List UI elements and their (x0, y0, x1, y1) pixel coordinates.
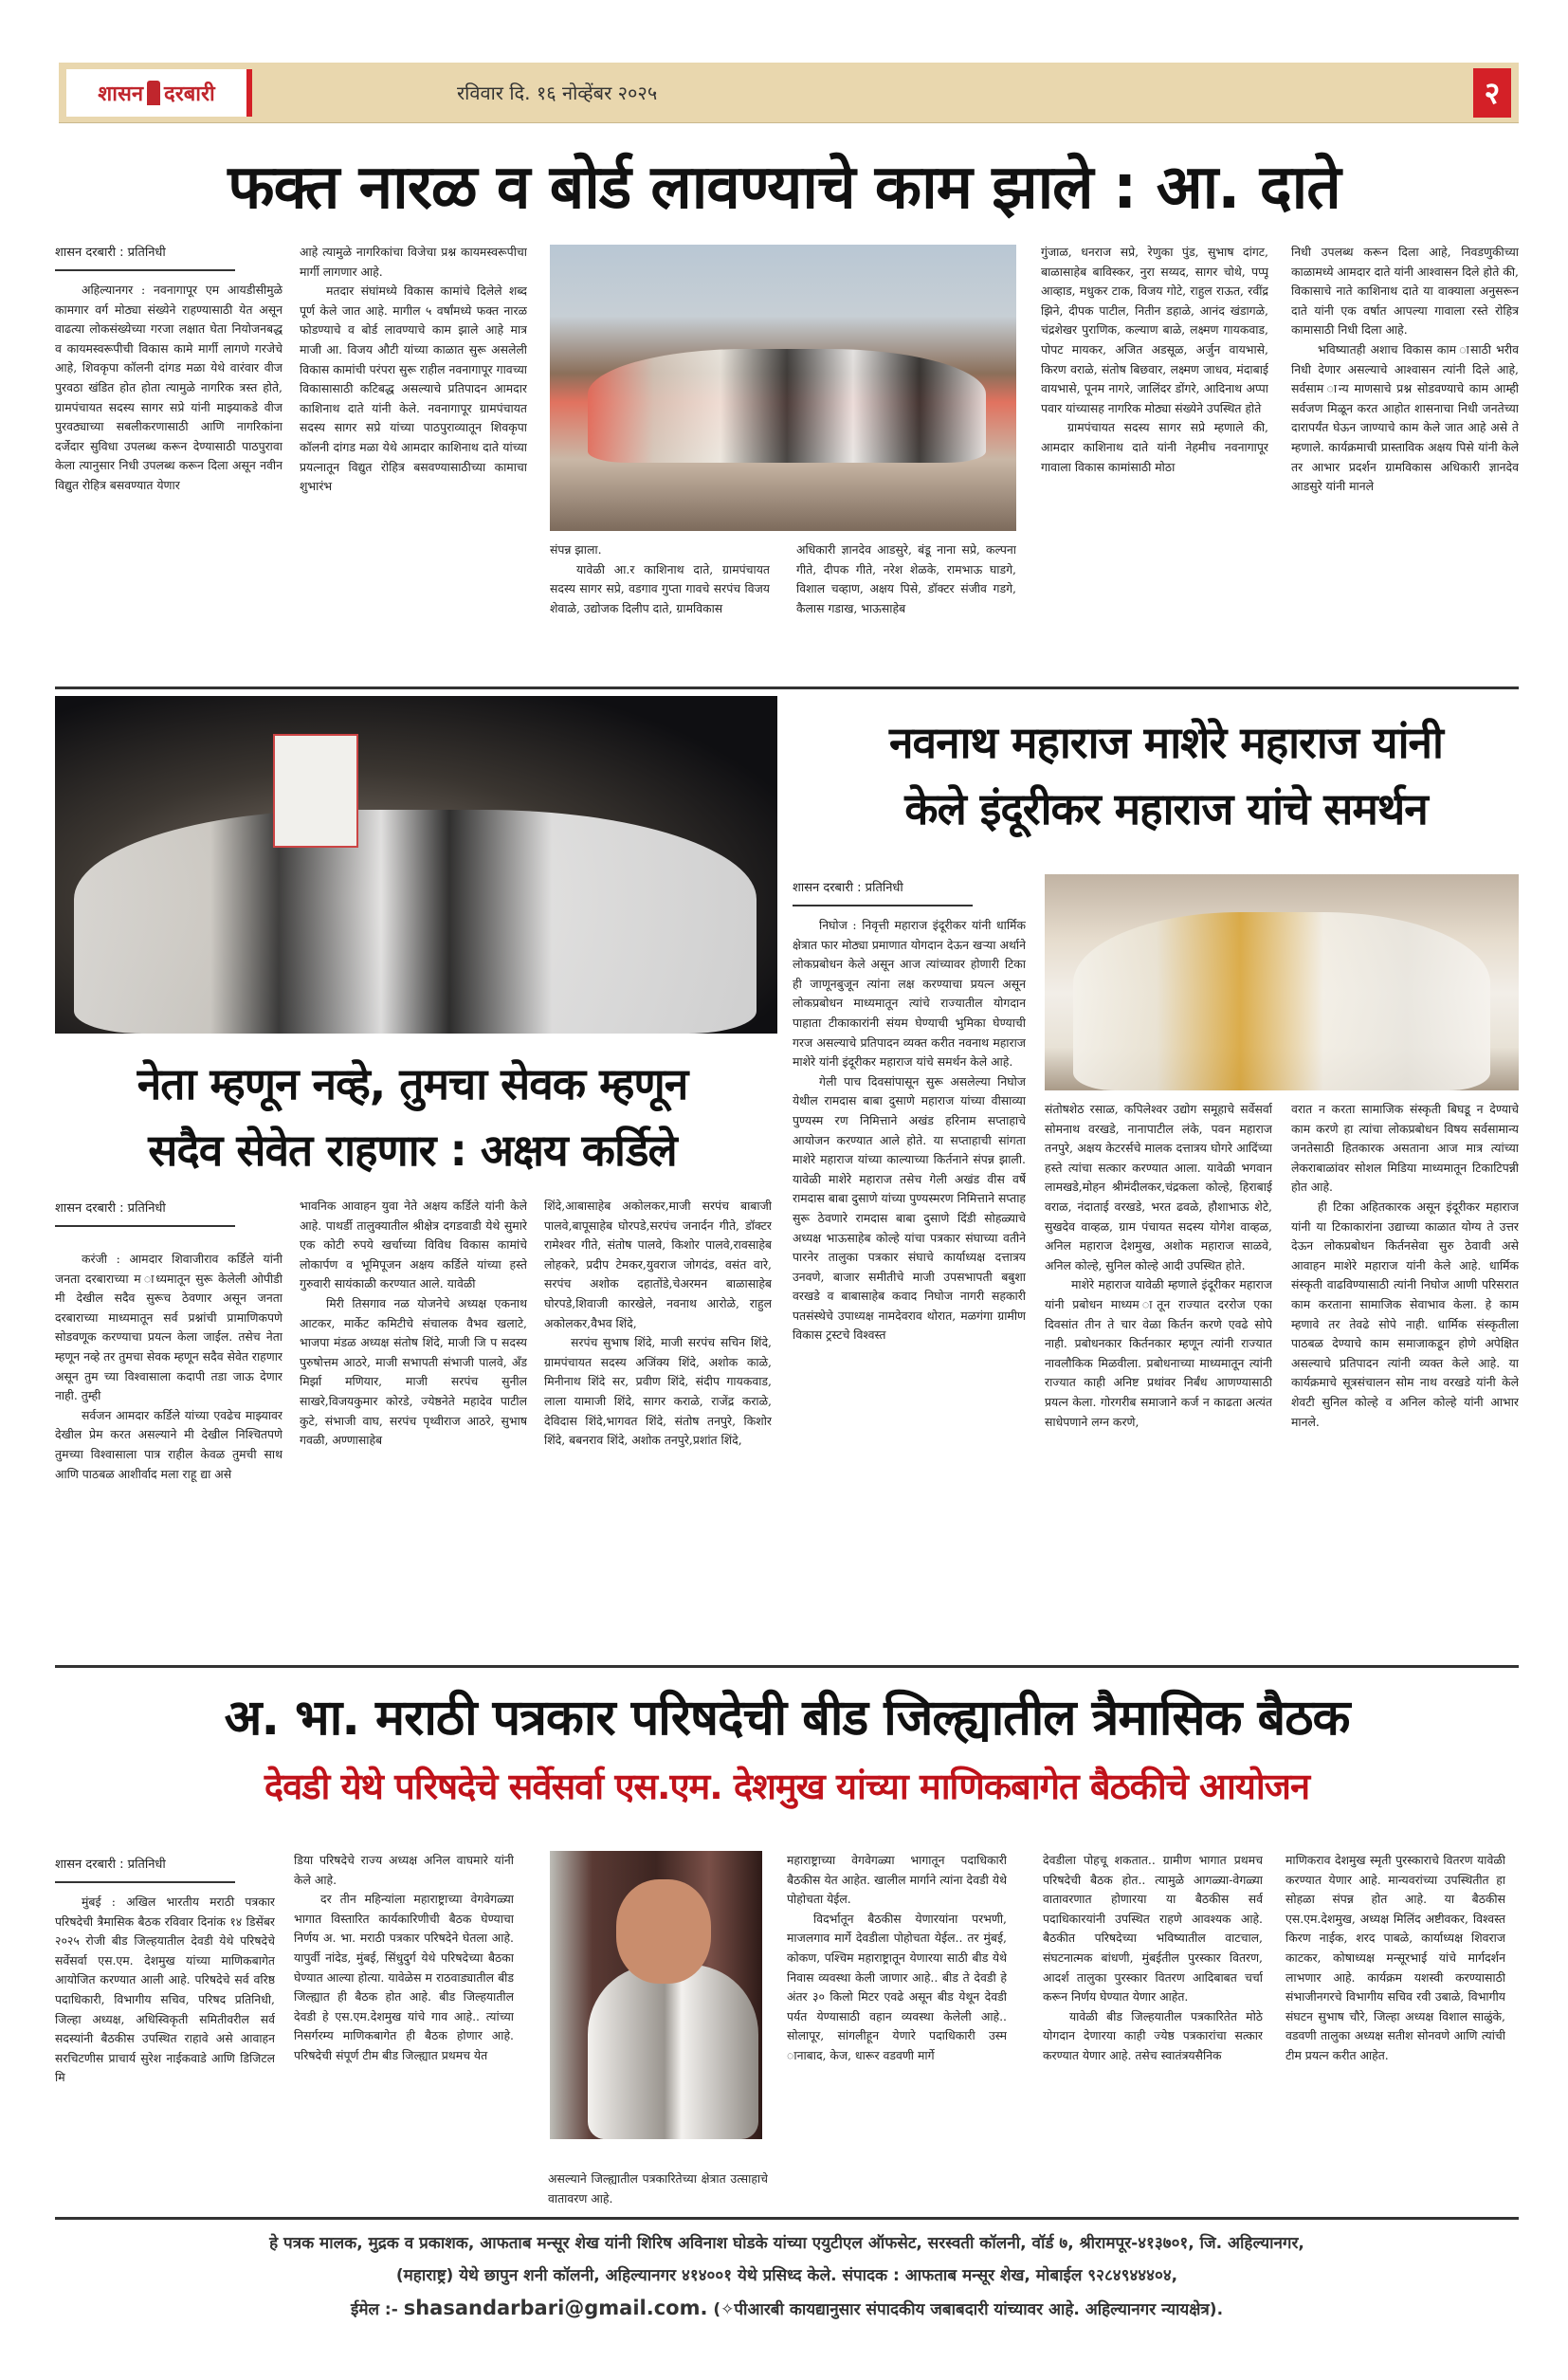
article2-col3 (1291, 1100, 1519, 1635)
article1-col1 (55, 281, 283, 679)
article2-headline-line2: केले इंदूरीकर महाराज यांचे समर्थन (904, 783, 1428, 834)
jurisdiction-note: (✧पीआरबी कायद्यानुसार संपादकीय जबाबदारी यांच्यावर आहे. अहिल्यानगर न्यायक्षेत्र). (713, 2300, 1224, 2319)
paragraph: यावेळी आ.र काशिनाथ दाते, ग्रामपंचायत सदस्य सागर सप्रे, वडगाव गुप्ता गावचे सरपंच विजय शेवाळे, उद्योजक दिलीप दाते, ग्रामविकास (550, 561, 770, 615)
article1-col2 (300, 243, 527, 679)
divider (55, 2217, 1519, 2220)
paragraph: करंजी : आमदार शिवाजीराव कर्डिले यांनी जनता दरबाराच्या म ाध्यमातून सुरू केलेली ओपीडी मी देखील सदैव सुरूच ठेवणार असून जनता दरबाराच्या माध्यमातून सर्व प्रश्नांची प्रामाणिकपणे सोडवणूक करण्याचा प्रयत्न केला जाईल. तसेच नेता म्हणून नव्हे तर तुमचा सेवक म्हणून सदैव सेवेत राहणार असून तुम च्या विश्वासाला कदापी तडा जाऊ देणार नाही. तुम्ही (55, 1252, 283, 1403)
paragraph: गेली पाच दिवसांपासून सुरू असलेल्या निघोज येथील रामदास बाबा दुसाणे महाराज यांच्या वीसाव्या पुण्यस्म रण निमित्ताने अखंड हरिनाम सप्ताहाचे आयोजन करण्यात आले होते. या सप्ताहाची सांगता माशेरे महाराज यांच्या काल्याच्या किर्तनाने संपन्न झाली. यावेळी माशेरे महाराज तसेच गेली अखंड वीस वर्षे रामदास बाबा दुसाणे यांच्या पुण्यस्मरण निमित्ताने सप्ताह सुरू ठेवणारे रामदास बाबा दुसाणे दिंडी सोहळ्याचे अध्यक्ष भाऊसाहेब कोल्हे यांचा पत्रकार संघाच्या वतीने पारनेर तालुका पत्रकार संघाचे कार्याध्यक्ष दत्तात्रय उनवणे, बाजार समीतीचे माजी उपसभापती बबुशा वरखडे व बाबासाहेब कवाद निघोज नागरी सहकारी पतसंस्थेचे उपाध्यक्ष नामदेवराव थोरात, मळगंगा ग्रामीण विकास ट्रस्टचे विश्वस्त (793, 1073, 1026, 1343)
divider (55, 1665, 1519, 1668)
divider (55, 687, 1519, 689)
paragraph: मुंबई : अखिल भारतीय मराठी पत्रकार परिषदेची त्रैमासिक बैठक रविवार दिनांक १४ डिसेंबर २०२५ रोजी बीड जिल्हयातील देवडी येथे परिषदेचे सर्वेसर्वा एस.एम. देशमुख यांच्या माणिकबागेत आयोजित करण्यात आली आहे. परिषदेचे सर्व वरिष्ठ पदाधिकारी, विभागीय सचिव, परिषद प्रतिनिधी, जिल्हा अध्यक्ष, अधिस्विकृती समितीवरील सर्व सदस्यांनी बैठकीस उपस्थित राहावे असे आवाहन सरचिटणीस प्राचार्य सुरेश नाईकवाडे आणि डिजिटल मि (55, 1895, 275, 2085)
throne-icon (147, 81, 160, 105)
article4-col1 (55, 1893, 275, 2209)
article3-headline-line1: नेता म्हणून नव्हे, तुमचा सेवक म्हणून (137, 1058, 688, 1109)
logo-text-right: दरबारी (164, 82, 215, 106)
paragraph: देवडीला पोहचू शकतात.. ग्रामीण भागात प्रथमच परिषदेची बैठक होत.. त्यामुळे आगळ्या-वेगळ्या वातावरणात होणारया या बैठकीस सर्व पदाधिकारयांनी उपस्थित राहणे आवश्यक आहे. बैठकीत परिषदेच्या भविष्यातील वाटचाल, संघटनात्मक बांधणी, मुंबईतील पुरस्कार वितरण, आदर्श तालुका पुरस्कार वितरण आदिबाबत चर्चा करून निर्णय घेण्यात येणार आहेत. (1043, 1853, 1263, 2005)
article1-headline: फक्त नारळ व बोर्ड लावण्याचे काम झाले : आ. दाते (228, 153, 1340, 223)
article4-photo-speaker (550, 1851, 762, 2139)
article4-photo-caption (548, 2169, 768, 2211)
article4-col2 (294, 1851, 514, 2209)
article1-col6 (1291, 243, 1519, 681)
article3-photo (55, 696, 777, 1034)
paragraph: शिंदे,आबासाहेब अकोलकर,माजी सरपंच बाबाजी पालवे,बापूसाहेब घोरपडे,सरपंच जनार्दन गीते, डॉक्टर रामेश्वर गीते, संतोष पालवे, किशोर पालवे,रावसाहेब लोहकरे, प्रदीप टेमकर,युवराज जोगदंड, वसंत वारे, सरपंच अशोक दहातोंडे,चेअरमन बाळासाहेब घोरपडे,शिवाजी कारखेले, नवनाथ आरोळे, राहुल अकोलकर,वैभव शिंदे, (544, 1199, 772, 1330)
issue-date: रविवार दि. १६ नोव्हेंबर २०२५ (457, 82, 658, 104)
paragraph: ग्रामपंचायत सदस्य सागर सप्रे म्हणाले की, आमदार काशिनाथ दाते यांनी नेहमीच नवनागापूर गावाला विकास कामांसाठी मोठा (1041, 420, 1268, 474)
article3-col2 (300, 1197, 527, 1657)
paragraph: ही टिका अहितकारक असून इंदूरीकर महाराज यांनी या टिकाकारांना उद्याच्या काळात योग्य ते उत्तर देऊन लोकप्रबोधन किर्तनसेवा सुरु ठेवावी असे आवाहन माशेरे महाराज यांनी केले आहे. धार्मिक संस्कृती वाढविण्यासाठी त्यांनी निघोज आणी परिसरात काम करताना सामाजिक सेवाभाव केला. हे काम म्हणावे तर तेवढे सोपे नाही. धार्मिक संस्कृतीला पाठबळ देण्याचे काम समाजाकडून होणे अपेक्षित असल्याचे प्रतिपादन त्यांनी व्यक्त केले आहे. या कार्यक्रमाचे सूत्रसंचालन सोम नाथ वरखडे यांनी केले शेवटी सुनिल कोल्हे व अनिल कोल्हे यांनी आभार मानले. (1291, 1199, 1519, 1429)
paragraph: निघोज : निवृत्ती महाराज इंदूरीकर यांनी धार्मिक क्षेत्रात फार मोठ्या प्रमाणात योगदान देऊन खऱ्या अर्थाने लोकप्रबोधन केले असून आज त्यांच्यावर होणारी टिका ही जाणूनबुजून त्यांना लक्ष करण्याचा प्रयत्न असून लोकप्रबोधन माध्यमातून त्यांचे राज्यातील योगदान पाहाता टीकाकारांनी संयम घेण्याची भुमिका घेण्याची गरज असल्याचे प्रतिपादन व्यक्त करीत नवनाथ महाराज माशेरे यांनी इंदूरीकर महाराज यांचे समर्थन केले आहे. (793, 918, 1026, 1070)
paragraph: माशेरे महाराज यावेळी म्हणाले इंदूरीकर महाराज यांनी प्रबोधन माध्यम ातून राज्यात दररोज एका दिवसांत तीन ते चार वेळा किर्तन करणे एवढे सोपे नाही. प्रबोधनकार किर्तनकार म्हणून त्यांनी राज्यात नावलौकिक मिळवीला. प्रबोधनाच्या माध्यमातून त्यांनी राज्यात काही अनिष्ट प्रथांवर निर्बंध आणण्यासाठी प्रयत्न केला. गोरगरीब समाजाने कर्ज न काढता अत्यंत साधेपणाने लग्न करणे, (1045, 1277, 1272, 1429)
article1-col3 (550, 540, 770, 683)
article2-photo (1045, 874, 1519, 1090)
masthead (59, 63, 1519, 123)
paragraph: डिया परिषदेचे राज्य अध्यक्ष अनिल वाघमारे यांनी केले आहे. (294, 1853, 514, 1887)
article3-headline-line2: सदैव सेवेत राहणार : अक्षय कर्डिले (148, 1125, 677, 1176)
paragraph: अधिकारी ज्ञानदेव आडसुरे, बंडू नाना सप्रे, कल्पना गीते, दीपक गीते, नरेश शेळके, रामभाऊ घाडगे, विशाल चव्हाण, अक्षय पिसे, डॉक्टर संजीव गडगे, कैलास गडाख, भाऊसाहेब (796, 542, 1016, 615)
paragraph: अहिल्यानगर : नवनागापूर एम आयडीसीमुळे कामगार वर्ग मोठ्या संख्येने राहण्यासाठी येत असून वाढत्या लोकसंख्येच्या गरजा लक्षात घेता नियोजनबद्ध व कायमस्वरूपीची विकास कामे मार्गी लागणे गरजेचे आहे, शिवकृपा कॉलनी दांगड मळा येथे वारंवार वीज पुरवठा खंडित होत होता त्यामुळे नागरिक त्रस्त होते, ग्रामपंचायत सदस्य सागर सप्रे यांनी माझ्याकडे वीज पुरवठ्याच्या सबलीकरणासाठी आणि नागरिकांना दर्जेदार सुविधा उपलब्ध करून देण्यासाठी पाठपुरावा केला त्यानुसार निधी उपलब्ध करून दिला असून नवीन विद्युत रोहित्र बसवण्यात येणार (55, 283, 283, 492)
paragraph: निधी उपलब्ध करून दिला आहे, निवडणुकीच्या काळामध्ये आमदार दाते यांनी आश्वासन दिले होते की, विकासाचे नाते काशिनाथ दाते या वाक्याला अनुसरून दाते यांनी एक वर्षात आपल्या गावाला रस्ते रोहित्र कामासाठी निधी दिला आहे. (1291, 245, 1519, 338)
article2-byline: शासन दरबारी : प्रतिनिधी (793, 878, 973, 906)
paragraph: मतदार संघांमध्ये विकास कामांचे दिलेले शब्द पूर्ण केले जात आहे. मागील ५ वर्षांमध्ये फक्त नारळ फोडण्याचे व बोर्ड लावण्याचे काम झाले आहे मात्र माजी आ. विजय औटी यांच्या काळात सुरू असलेली विकास कामांची परंपरा सुरू राहील नवनागापूर गावच्या विकासासाठी कटिबद्ध असल्याचे प्रतिपादन आमदार काशिनाथ दाते यांनी केले. नवनागापूर ग्रामपंचायत सदस्य सागर सप्रे यांच्या पाठपुराव्यातून शिवकृपा कॉलनी दांगड मळा येथे आमदार काशिनाथ दाते यांच्या प्रयत्नातून विद्युत रोहित्र बसवण्यासाठीच्या कामाचा शुभारंभ (300, 284, 527, 494)
article4-col3 (787, 1851, 1007, 2209)
article4-col4 (1043, 1851, 1263, 2209)
paragraph: वरात न करता सामाजिक संस्कृती बिघडू न देण्याचे काम करणे हा त्यांचा लोकप्रबोधन विषय सर्वसामान्य जनतेसाठी हितकारक असताना आज मात्र त्यांच्या लेकराबाळांवर सोशल मिडिया माध्यमातून टिकाटिपन्नी होत आहे. (1291, 1102, 1519, 1195)
article1-byline: शासन दरबारी : प्रतिनिधी (55, 243, 235, 271)
article2-col1 (793, 916, 1026, 1635)
paragraph: मिरी तिसगाव नळ योजनेचे अध्यक्ष एकनाथ आटकर, मार्केट कमिटीचे संचालक वैभव खलाटे, भाजपा मंडळ अध्यक्ष संतोष शिंदे, माजी जि प सदस्य पुरुषोत्तम आठरे, माजी सभापती संभाजी पालवे, अँड मिर्झा मणियार, माजी सरपंच सुनील साखरे,विजयकुमार कोरडे, ज्येष्ठनेते महादेव पाटील कुटे, संभाजी वाघ, सरपंच पृथ्वीराज आठरे, सुभाष गवळी, अण्णासाहेब (300, 1295, 527, 1448)
article2-col2 (1045, 1100, 1272, 1635)
article4-byline: शासन दरबारी : प्रतिनिधी (55, 1855, 235, 1883)
article1-col4 (796, 540, 1016, 683)
article4-col5 (1285, 1851, 1505, 2209)
paragraph: संपन्न झाला. (550, 542, 602, 557)
paragraph: आहे त्यामुळे नागरिकांचा विजेचा प्रश्न कायमस्वरूपीचा मार्गी लागणार आहे. (300, 245, 527, 279)
email-link[interactable]: shasandarbari@gmail.com. (403, 2297, 708, 2319)
imprint-line2: (महाराष्ट्र) येथे छापुन शनी कॉलनी, अहिल्यानगर ४१४००१ येथे प्रसिध्द केले. संपादक : आफताब मन्सूर शेख, मोबाईल ९२८४९४४४०४, (395, 2266, 1178, 2285)
paragraph: माणिकराव देशमुख स्मृती पुरस्काराचे वितरण यावेळी करण्यात येणार आहे. मान्यवरांच्या उपस्थितीत हा सोहळा संपन्न होत आहे. या बैठकीस एस.एम.देशमुख, अध्यक्ष मिलिंद अष्टीवकर, विश्वस्त किरण नाईक, शरद पाबळे, कार्याध्यक्ष शिवराज काटकर, कोषाध्यक्ष मन्सूरभाई यांचे मार्गदर्शन लाभणार आहे. कार्यक्रम यशस्वी करण्यासाठी संभाजीनगरचे विभागीय सचिव रवी उबाळे, विभागीय संघटन सुभाष चौरे, जिल्हा अध्यक्ष विशाल साळुंके, वडवणी तालुका अध्यक्ष सतीश सोनवणे आणि त्यांची टीम प्रयत्न करीत आहेत. (1285, 1853, 1505, 2062)
page-number: २ (1473, 68, 1511, 118)
paragraph: यावेळी बीड जिल्हयातील पत्रकारितेत मोठे योगदान देणारया काही ज्येष्ठ पत्रकारांचा सत्कार करण्यात येणार आहे. तसेच स्वातंत्रयसैनिक (1043, 2008, 1263, 2062)
paragraph: गुंजाळ, धनराज सप्रे, रेणुका पुंड, सुभाष दांगट, बाळासाहेब बाविस्कर, नुरा सय्यद, सागर चोथे, पप्पू आव्हाड, मधुकर टाक, विजय गोटे, राहुल राऊत, रवींद्र झिने, दीपक पाटील, नितीन डहाळे, आनंद खंडागळे, चंद्रशेखर पुराणिक, कल्याण बाळे, लक्ष्मण गायकवाड, पोपट मायकर, अजित अडसूळ, अर्जुन वायभासे, किरण वराळे, संतोष बिछवार, लक्ष्मण जाधव, मंदाबाई वायभासे, पूनम नागरे, जालिंदर डोंगरे, आदिनाथ अप्पा पवार यांच्यासह नागरिक मोठ्या संख्येने उपस्थित होते (1041, 245, 1268, 415)
article1-col5 (1041, 243, 1268, 681)
article1-photo (550, 245, 1016, 531)
paragraph: दर तीन महिन्यांला महाराष्ट्राच्या वेगवेगळ्या भागात विस्तारित कार्यकारिणीची बैठक घेण्याचा निर्णय अ. भा. मराठी पत्रकार परिषदेने घेतला आहे. यापुर्वी नांदेड, मुंबई, सिंधुदुर्ग येथे परिषदेच्या बैठका घेण्यात आल्या होत्या. यावेळेस म राठवाड्यातील बीड जिल्ह्यात ही बैठक होत आहे. बीड जिल्हयातील देवडी हे एस.एम.देशमुख यांचे गाव आहे.. त्यांच्या निसर्गरम्य माणिकबागेत ही बैठक होणार आहे. परिषदेची संपूर्ण टीम बीड जिल्ह्यात प्रथमच येत (294, 1892, 514, 2062)
article4-headline: अ. भा. मराठी पत्रकार परिषदेची बीड जिल्ह्यातील त्रैमासिक बैठक (224, 1690, 1350, 1747)
paragraph: भावनिक आवाहन युवा नेते अक्षय कर्डिले यांनी केले आहे. पाथर्डी तालुक्यातील श्रीक्षेत्र दगडवाडी येथे सुमारे एक कोटी रुपये खर्चाच्या विविध विकास कामांचे लोकार्पण व भूमिपूजन अक्षय कर्डिले यांच्या हस्ते गुरुवारी सायंकाळी करण्यात आले. यावेळी (300, 1199, 527, 1291)
paragraph: विदर्भातून बैठकीस येणारयांना परभणी, माजलगाव मार्गे देवडीला पोहोचता येईल.. तर मुंबई, कोकण, पश्चिम महाराष्ट्रातून येणारया साठी बीड येथे निवास व्यवस्था केली जाणार आहे.. बीड ते देवडी हे अंतर ३० किलो मिटर एवढे असून बीड येथून देवडी पर्यत येण्यासाठी वहान व्यवस्था केलेली आहे.. सोलापूर, सांगलीहून येणारे पदाधिकारी उस्म ानाबाद, केज, धारूर वडवणी मार्गे (787, 1911, 1007, 2062)
paragraph: सरपंच सुभाष शिंदे, माजी सरपंच सचिन शिंदे, ग्रामपंचायत सदस्य अजिंक्य शिंदे, अशोक काळे, मिनीनाथ शिंदे सर, प्रवीण शिंदे, संदीप गायकवाड, लाला यामाजी शिंदे, सागर कराळे, राजेंद्र कराळे, देविदास शिंदे,भागवत शिंदे, संतोष तनपुरे, किशोर शिंदे, बबनराव शिंदे, अशोक तनपुरे,प्रशांत शिंदे, (544, 1335, 772, 1448)
paragraph: असल्याने जिल्ह्यातील पत्रकारितेच्या क्षेत्रात उत्साहाचे वातावरण आहे. (548, 2171, 768, 2206)
article3-byline: शासन दरबारी : प्रतिनिधी (55, 1199, 235, 1227)
logo-text-left: शासन (98, 82, 144, 106)
imprint-line1: हे पत्रक मालक, मुद्रक व प्रकाशक, आफताब मन्सूर शेख यांनी शिरिष अविनाश घोडके यांच्या एयुटीएल ऑफसेट, सरस्वती कॉलनी, वॉर्ड ७, श्रीरामपूर-४१३७०१, जि. अहिल्यानगर, (269, 2234, 1304, 2253)
article3-col3 (544, 1197, 772, 1657)
email-label: ईमेल :- (350, 2300, 398, 2319)
newspaper-logo (66, 69, 252, 117)
imprint-line3 (57, 2293, 1517, 2325)
paragraph: महाराष्ट्राच्या वेगवेगळ्या भागातून पदाधिकारी बैठकीस येत आहेत. खालील मार्गाने त्यांना देवडी येथे पोहोचता येईल. (787, 1853, 1007, 1907)
paragraph: सर्वजन आमदार कर्डिले यांच्या एवढेच माझ्यावर देखील प्रेम करत असल्याने मी देखील निश्चितपणे तुमच्या विश्वासाला पात्र राहील केवळ तुमची साथ आणि पाठबळ आशीर्वाद मला राहू द्या असे (55, 1407, 283, 1481)
paragraph: संतोषशेठ रसाळ, कपिलेश्वर उद्योग समूहाचे सर्वेसर्वा सोमनाथ वरखडे, नानापाटील लंके, पवन महाराज तनपुरे, अक्षय केटरर्सचे मालक दत्तात्रय घोगरे आदिंच्या हस्ते त्यांचा सत्कार करण्यात आला. यावेळी भगवान लामखडे,मोहन श्रीमंदीलकर,चंद्रकला कोल्हे, हिराबाई वराळ, नंदाताई वरखडे, भरत ढवळे, हौशाभाऊ शेटे, सुखदेव वाव्हळ, ग्राम पंचायत सदस्य योगेश वाव्हळ, अनिल महाराज देशमुख, अशोक महाराज साळवे, अनिल कोल्हे, सुनिल कोल्हे आदी उपस्थित होते. (1045, 1102, 1272, 1272)
paragraph: भविष्यातही अशाच विकास काम ासाठी भरीव निधी देणार असल्याचे आश्वासन त्यांनी दिले आहे, सर्वसाम ान्य माणसाचे प्रश्न सोडवण्याचे काम आम्ही सर्वजण मिळून करत आहोत शासनाचा निधी जनतेच्या दारापर्यंत घेऊन जाण्याचे काम केले जात आहे असे ते म्हणाले. कार्यक्रमाची प्रास्ताविक अक्षय पिसे यांनी केले तर आभार प्रदर्शन ग्रामविकास अधिकारी ज्ञानदेव आडसुरे यांनी मानले (1291, 341, 1519, 494)
article4-subheadline: देवडी येथे परिषदेचे सर्वेसर्वा एस.एम. देशमुख यांच्या माणिकबागेत बैठकीचे आयोजन (264, 1766, 1310, 1807)
article2-headline-line1: नवनाथ महाराज माशेरे महाराज यांनी (889, 717, 1443, 768)
article3-col1 (55, 1250, 283, 1657)
